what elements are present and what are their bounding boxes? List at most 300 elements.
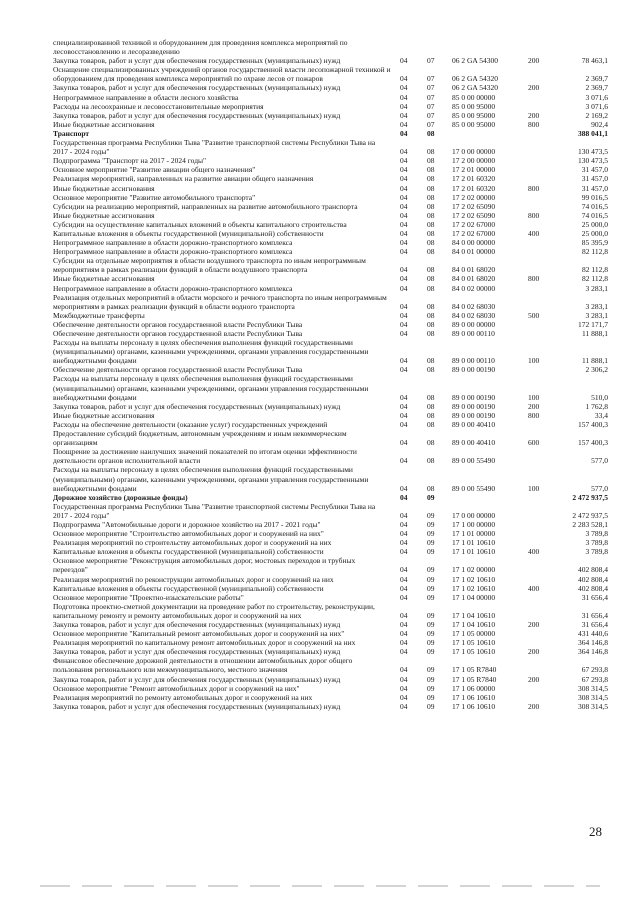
row-amount: 3 789,8 [585,538,608,548]
row-subsection-code: 08 [427,274,435,284]
row-subsection-code: 07 [427,119,435,129]
row-expense-type: 200 [528,401,540,411]
row-section-code: 04 [400,638,408,648]
row-description: Межбюджетные трансферты [53,310,145,320]
row-amount: 431 440,6 [578,629,608,639]
row-description: Основное мероприятие "Ремонт автомобильных дорог и сооружений на них" [53,683,300,693]
row-subsection-code: 08 [427,283,435,293]
row-amount: 308 314,5 [578,683,608,693]
row-section-code: 04 [400,128,408,138]
row-subsection-code: 08 [427,174,435,184]
table-row [53,556,608,574]
row-amount: 25 000,0 [581,228,608,238]
table-row [53,656,608,674]
table-row [53,365,608,374]
row-subsection-code: 09 [427,692,435,702]
row-target-article: 85 0 00 95000 [452,119,496,129]
row-description: Расходы на выплаты персоналу в целях обеспечения выполнения функций государственными (муниципальными) органами, казенными учреждениями, органами управления государственными внебюджетными фондами [53,465,369,493]
row-description: Иные бюджетные ассигнования [53,274,155,284]
row-description: Реализация мероприятий, направленных на развитие авиации общего назначения [53,174,314,184]
section-row [53,493,608,502]
row-target-article: 17 1 00 00000 [452,519,496,529]
row-amount: 130 473,5 [578,156,608,166]
row-description: Субсидии на осуществление капитальных вложений в объекты капитального строительства [53,219,347,229]
row-section-code: 04 [400,438,408,448]
table-row [53,575,608,584]
row-description: Предоставление субсидий бюджетным, автономным учреждениям и иным некоммерческим организациям [53,429,347,448]
row-subsection-code: 07 [427,110,435,120]
table-row [53,529,608,538]
row-description: Дорожное хозяйство (дорожные фонды) [53,492,188,502]
row-target-article: 17 1 04 10610 [452,620,496,629]
row-amount: 3 283,1 [585,283,608,293]
row-description: Иные бюджетные ассигнования [53,210,155,220]
row-description: Субсидии на отдельные мероприятия в области воздушного транспорта по иным непрограммным мероприятиям в рамках реализации функций в области воздушного транспорта [53,256,366,275]
row-subsection-code: 08 [427,301,435,311]
table-row [53,447,608,465]
row-section-code: 04 [400,629,408,639]
row-target-article: 17 1 06 10610 [452,692,496,702]
row-subsection-code: 08 [427,156,435,166]
row-description: Непрограммное направление в области дорожно-транспортного комплекса [53,283,293,293]
row-subsection-code: 09 [427,510,435,520]
table-row [53,338,608,365]
row-amount: 78 463,1 [581,56,608,66]
row-description: Реализация мероприятий по реконструкции автомобильных дорог и сооружений на них [53,574,334,584]
row-target-article: 84 0 02 68030 [452,310,496,320]
row-expense-type: 200 [528,110,540,120]
row-subsection-code: 08 [427,238,435,248]
row-description: Закупка товаров, работ и услуг для обеспечения государственных (муниципальных) нужд [53,56,341,66]
row-target-article: 89 0 00 55490 [452,456,496,466]
table-row [53,620,608,629]
table-row [53,256,608,274]
row-description: Поощрение за достижение наилучших значений показателей по итогам оценки эффективности деятельности органов исполнительной власти [53,447,357,466]
row-amount: 82 112,8 [582,247,608,257]
row-target-article: 17 2 02 65090 [452,201,496,211]
row-amount: 85 395,9 [581,238,608,248]
row-description: Иные бюджетные ассигнования [53,410,155,420]
row-expense-type: 800 [528,119,540,129]
row-target-article: 17 2 01 00000 [452,165,496,175]
row-expense-type: 400 [528,228,540,238]
row-description: Подпрограмма "Транспорт на 2017 - 2024 годы" [53,156,207,166]
row-amount: 577,0 [591,483,608,493]
row-subsection-code: 09 [427,610,435,620]
row-subsection-code: 08 [427,192,435,202]
row-subsection-code: 08 [427,356,435,366]
row-description: Основное мероприятие "Развитие авиации общего назначения" [53,165,256,175]
row-section-code: 04 [400,610,408,620]
row-target-article: 17 2 01 60320 [452,174,496,184]
row-section-code: 04 [400,592,408,602]
row-description: Иные бюджетные ассигнования [53,119,155,129]
row-subsection-code: 08 [427,401,435,411]
row-subsection-code: 09 [427,665,435,675]
row-section-code: 04 [400,165,408,175]
table-row [53,220,608,229]
row-subsection-code: 09 [427,519,435,529]
table-row [53,647,608,656]
row-amount: 31 457,0 [581,165,608,175]
table-row [53,429,608,447]
section-row [53,129,608,138]
row-subsection-code: 08 [427,219,435,229]
row-section-code: 04 [400,538,408,548]
row-target-article: 89 0 00 00190 [452,410,496,420]
row-description: Закупка товаров, работ и услуг для обеспечения государственных (муниципальных) нужд [53,620,341,629]
table-row [53,602,608,620]
table-row [53,93,608,102]
row-target-article: 84 0 01 68020 [452,274,496,284]
row-amount: 25 000,0 [581,219,608,229]
row-description: Расходы на лесоохранные и лесовосстановительные мероприятия [53,101,264,111]
table-row [53,311,608,320]
row-expense-type: 200 [528,83,540,93]
row-section-code: 04 [400,410,408,420]
row-expense-type: 200 [528,647,540,657]
row-target-article: 84 0 02 00000 [452,283,496,293]
row-subsection-code: 08 [427,165,435,175]
row-target-article: 17 0 00 00000 [452,510,496,520]
row-description: Реализация мероприятий по капитальному ремонт автомобильных дорог и сооружений на них [53,638,356,648]
row-section-code: 04 [400,674,408,684]
row-target-article: 17 1 06 10610 [452,701,496,711]
row-target-article: 17 1 01 10610 [452,547,496,557]
row-expense-type: 800 [528,274,540,284]
row-section-code: 04 [400,219,408,229]
table-row [53,247,608,256]
row-section-code: 04 [400,283,408,293]
row-section-code: 04 [400,192,408,202]
row-section-code: 04 [400,228,408,238]
row-subsection-code: 08 [427,201,435,211]
row-section-code: 04 [400,574,408,584]
row-section-code: 04 [400,492,408,502]
row-section-code: 04 [400,565,408,575]
row-target-article: 89 0 00 55490 [452,483,496,493]
row-amount: 364 146,8 [578,647,608,657]
row-target-article: 17 1 01 00000 [452,529,496,539]
table-row [53,293,608,311]
row-subsection-code: 08 [427,247,435,257]
row-description: Закупка товаров, работ и услуг для обеспечения государственных (муниципальных) нужд [53,647,341,657]
row-amount: 2 472 937,5 [572,510,608,520]
row-target-article: 17 1 05 R7840 [452,665,497,675]
row-amount: 31 656,4 [581,592,608,602]
row-amount: 82 112,8 [582,274,608,284]
row-target-article: 17 2 02 67000 [452,219,496,229]
row-amount: 130 473,5 [578,147,608,157]
table-row [53,83,608,92]
row-subsection-code: 09 [427,683,435,693]
row-section-code: 04 [400,392,408,402]
row-subsection-code: 08 [427,183,435,193]
row-description: Реализация мероприятий по строительству автомобильных дорог и сооружений на них [53,538,332,548]
row-description: Обеспечение деятельности органов государственной власти Республики Тыва [53,319,303,329]
table-row [53,420,608,429]
row-amount: 2 472 937,5 [572,492,608,502]
row-amount: 172 171,7 [578,319,608,329]
row-target-article: 17 0 00 00000 [452,147,496,157]
row-expense-type: 200 [528,620,540,629]
row-description: Подготовка проектно-сметной документации на проведение работ по строительству, реконструкции, капитальному ремонту и ремонту автомобильных дорог и сооружений на них [53,601,375,620]
row-target-article: 89 0 00 00110 [452,329,495,338]
row-description: Реализация мероприятий по ремонту автомобильных дорог и сооружений на них [53,692,313,702]
row-expense-type: 100 [528,483,540,493]
row-amount: 82 112,8 [582,265,608,275]
row-amount: 577,0 [591,456,608,466]
row-section-code: 04 [400,483,408,493]
row-description: Закупка товаров, работ и услуг для обеспечения государственных (муниципальных) нужд [53,110,341,120]
table-row [53,702,608,711]
row-section-code: 04 [400,183,408,193]
table-row [53,56,608,65]
table-row [53,238,608,247]
row-subsection-code: 07 [427,92,435,102]
row-target-article: 85 0 00 95000 [452,101,496,111]
table-row [53,593,608,602]
row-amount: 67 293,8 [581,674,608,684]
row-section-code: 04 [400,210,408,220]
row-section-code: 04 [400,419,408,429]
row-target-article: 17 1 04 00000 [452,592,496,602]
table-row [53,274,608,283]
row-target-article: 17 1 05 10610 [452,638,496,648]
row-subsection-code: 08 [427,483,435,493]
row-description: Государственная программа Республики Тыва "Развитие транспортной системы Республики Тыва на 2017 - 2024 годы" [53,138,376,157]
table-row [53,684,608,693]
table-row [53,693,608,702]
row-section-code: 04 [400,692,408,702]
budget-table [53,38,608,711]
row-subsection-code: 09 [427,674,435,684]
row-amount: 308 314,5 [578,692,608,702]
row-amount: 157 400,3 [578,419,608,429]
row-target-article: 84 0 01 00000 [452,247,496,257]
row-amount: 902,4 [591,119,608,129]
table-row [53,138,608,156]
row-subsection-code: 08 [427,147,435,157]
row-subsection-code: 07 [427,83,435,93]
row-amount: 308 314,5 [578,701,608,711]
row-target-article: 84 0 01 68020 [452,265,496,275]
row-section-code: 04 [400,510,408,520]
row-description: Основное мероприятие "Проектно-изыскательские работы" [53,592,244,602]
row-section-code: 04 [400,547,408,557]
row-amount: 2 369,7 [585,83,608,93]
row-subsection-code: 08 [427,310,435,320]
row-description: Непрограммное направление в области дорожно-транспортного комплекса [53,247,293,257]
row-description: Расходы на обеспечение деятельности (оказание услуг) государственных учреждений [53,419,328,429]
row-section-code: 04 [400,238,408,248]
row-subsection-code: 09 [427,629,435,639]
row-description: Иные бюджетные ассигнования [53,183,155,193]
row-target-article: 85 0 00 00000 [452,92,496,102]
row-description: Капитальные вложения в объекты государственной (муниципальной) собственности [53,547,324,557]
row-section-code: 04 [400,301,408,311]
table-row [53,329,608,338]
row-target-article: 17 2 02 65090 [452,210,496,220]
table-row [53,120,608,129]
row-amount: 3 071,6 [585,101,608,111]
row-expense-type: 200 [528,56,540,66]
row-amount: 3 789,8 [585,529,608,539]
row-expense-type: 400 [528,547,540,557]
row-section-code: 04 [400,683,408,693]
row-description: Закупка товаров, работ и услуг для обеспечения государственных (муниципальных) нужд [53,83,341,93]
table-row [53,502,608,520]
row-section-code: 04 [400,110,408,120]
row-subsection-code: 08 [427,438,435,448]
row-amount: 11 888,1 [582,329,608,338]
row-subsection-code: 09 [427,647,435,657]
row-section-code: 04 [400,356,408,366]
row-section-code: 04 [400,274,408,284]
row-expense-type: 200 [528,701,540,711]
row-amount: 67 293,8 [581,665,608,675]
row-subsection-code: 09 [427,574,435,584]
row-target-article: 17 2 02 00000 [452,192,496,202]
table-row [53,174,608,183]
table-row [53,374,608,401]
table-row [53,411,608,420]
row-amount: 402 808,4 [578,583,608,593]
row-target-article: 17 1 04 10610 [452,610,496,620]
page-number: 28 [589,824,602,839]
row-subsection-code: 09 [427,547,435,557]
scan-artifact [40,885,600,887]
row-amount: 510,0 [591,392,608,402]
row-amount: 364 146,8 [578,638,608,648]
row-subsection-code: 09 [427,620,435,629]
row-description: Расходы на выплаты персоналу в целях обеспечения выполнения функций государственными (муниципальными) органами, казенными учреждениями, органами управления государственными внебюджетными фондами [53,374,369,402]
table-row [53,402,608,411]
row-description: Непрограммное направление в области дорожно-транспортного комплекса [53,238,293,248]
table-row [53,202,608,211]
row-amount: 2 283 528,1 [572,519,608,529]
table-row [53,538,608,547]
row-subsection-code: 08 [427,419,435,429]
row-target-article: 17 1 05 10610 [452,647,496,657]
row-subsection-code: 08 [427,319,435,329]
table-row [53,638,608,647]
row-description: Транспорт [53,128,90,138]
row-target-article: 17 1 05 R7840 [452,674,497,684]
table-row [53,520,608,529]
row-target-article: 89 0 00 00000 [452,319,496,329]
row-amount: 33,4 [594,410,608,420]
row-expense-type: 600 [528,438,540,448]
row-subsection-code: 09 [427,538,435,548]
row-subsection-code: 07 [427,74,435,84]
row-target-article: 17 1 02 00000 [452,565,496,575]
table-row [53,547,608,556]
row-amount: 2 169,2 [585,110,608,120]
row-amount: 31 457,0 [581,183,608,193]
table-row [53,320,608,329]
row-target-article: 85 0 00 95000 [452,110,496,120]
table-row [53,284,608,293]
table-row [53,465,608,492]
row-section-code: 04 [400,174,408,184]
row-target-article: 89 0 00 40410 [452,419,496,429]
row-expense-type: 200 [528,674,540,684]
table-row [53,193,608,202]
row-subsection-code: 09 [427,583,435,593]
row-description: Государственная программа Республики Тыва "Развитие транспортной системы Республики Тыва на 2017 - 2024 годы" [53,501,376,520]
row-section-code: 04 [400,620,408,629]
row-section-code: 04 [400,156,408,166]
row-subsection-code: 08 [427,265,435,275]
row-section-code: 04 [400,247,408,257]
row-description: Основное мероприятие "Строительство автомобильных дорог и сооружений на них" [53,529,324,539]
table-row [53,65,608,83]
row-section-code: 04 [400,456,408,466]
row-target-article: 17 2 02 67000 [452,228,496,238]
table-row [53,211,608,220]
row-description: Капитальные вложения в объекты государственной (муниципальной) собственности [53,228,324,238]
row-expense-type: 800 [528,410,540,420]
row-description: Субсидии на реализацию мероприятий, направленных на развитие автомобильного транспорта [53,201,358,211]
row-description: Реализация отдельных мероприятий в области морского и речного транспорта по иным непрограммным мероприятиям в рамках реализации функций в области водного транспорта [53,292,387,311]
table-row [53,111,608,120]
table-row [53,38,608,56]
row-target-article: 17 1 06 00000 [452,683,496,693]
row-expense-type: 800 [528,210,540,220]
row-description: Подпрограмма "Автомобильные дороги и дорожное хозяйство на 2017 - 2021 годы" [53,519,321,529]
row-section-code: 04 [400,701,408,711]
row-expense-type: 400 [528,583,540,593]
row-description: специализированной техникой и оборудованием для проведения комплекса мероприятий по лесовосстановлению и лесоразведению [53,38,348,57]
row-subsection-code: 08 [427,228,435,238]
row-amount: 99 016,5 [581,192,608,202]
table-row [53,584,608,593]
row-target-article: 84 0 02 68030 [452,301,496,311]
table-row [53,156,608,165]
row-subsection-code: 08 [427,392,435,402]
row-subsection-code: 08 [427,210,435,220]
row-description: Закупка товаров, работ и услуг для обеспечения государственных (муниципальных) нужд [53,401,341,411]
row-subsection-code: 09 [427,638,435,648]
row-amount: 31 656,4 [581,610,608,620]
row-subsection-code: 09 [427,492,435,502]
row-section-code: 04 [400,310,408,320]
row-target-article: 89 0 00 00190 [452,401,496,411]
row-amount: 3 071,6 [585,92,608,102]
row-target-article: 17 1 02 10610 [452,574,496,584]
row-section-code: 04 [400,201,408,211]
row-expense-type: 100 [528,392,540,402]
row-description: Основное мероприятие "Реконструкция автомобильных дорог, мостовых переходов и трубных переездов" [53,556,356,575]
row-amount: 402 808,4 [578,565,608,575]
row-subsection-code: 09 [427,565,435,575]
row-description: Непрограммное направление в области лесного хозяйства [53,92,239,102]
row-target-article: 89 0 00 00190 [452,392,496,402]
row-target-article: 17 2 01 60320 [452,183,496,193]
table-row [53,629,608,638]
row-target-article: 17 1 02 10610 [452,583,496,593]
row-section-code: 04 [400,665,408,675]
row-section-code: 04 [400,583,408,593]
row-description: Обеспечение деятельности органов государственной власти Республики Тыва [53,365,303,375]
table-row [53,102,608,111]
row-amount: 388 041,1 [578,128,608,138]
row-amount: 157 400,3 [578,438,608,448]
row-amount: 2 306,2 [585,365,608,375]
row-description: Финансовое обеспечение дорожной деятельности в отношении автомобильных дорог общего пользования регионального или межмуниципального, местного значения [53,656,353,675]
row-amount: 1 762,8 [585,401,608,411]
